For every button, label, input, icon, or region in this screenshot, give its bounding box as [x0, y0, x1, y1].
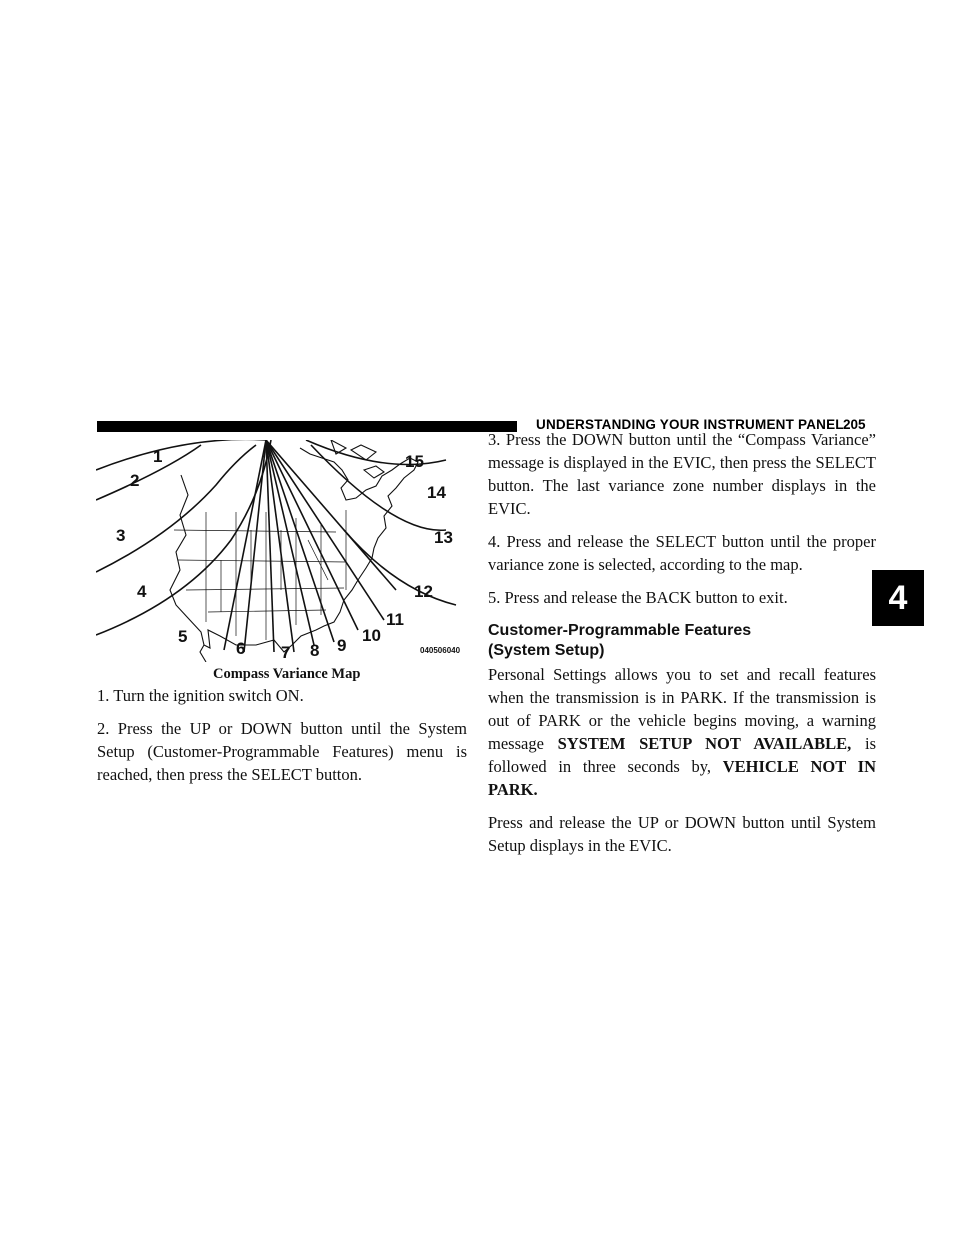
right-column [488, 428, 876, 867]
vehicle-not-in-park-message: VEHICLE NOT IN PARK. [488, 757, 876, 799]
section-title: UNDERSTANDING YOUR INSTRUMENT PANEL [536, 417, 844, 432]
left-column [97, 684, 467, 796]
zone-label-3: 3 [116, 526, 126, 545]
figure-code: 040506040 [420, 646, 461, 655]
zone-label-13: 13 [434, 528, 453, 547]
subheading-line-2: (System Setup) [488, 642, 605, 659]
chapter-tab: 4 [872, 570, 924, 626]
step-4: 4. Press and release the SELECT button until the proper variance zone is selected, according to the map. [488, 532, 876, 574]
header-rule [97, 421, 517, 432]
zone-label-4: 4 [137, 582, 147, 601]
compass-variance-map [96, 440, 466, 662]
zone-label-2: 2 [130, 471, 140, 490]
map-illustration [96, 440, 466, 662]
figure-caption: Compass Variance Map [213, 666, 361, 682]
zone-label-15: 15 [405, 452, 424, 471]
step-3: 3. Press the DOWN button until the “Compass Variance” message is displayed in the EVIC, then press the SELECT button. The last variance zone number displays in the EVIC. [488, 430, 876, 518]
system-setup-message: SYSTEM SETUP NOT AVAILABLE, [557, 734, 852, 753]
zone-label-14: 14 [427, 483, 446, 502]
paragraph-text: Personal Settings allows you to set and recall features when the transmission is in PARK. If the transmission is out of PARK or the vehicle begins moving, a warning message [488, 665, 876, 753]
zone-label-5: 5 [178, 627, 188, 646]
zone-label-12: 12 [414, 582, 433, 601]
zone-label-1: 1 [153, 447, 163, 466]
subheading [488, 621, 876, 661]
page-number: 205 [843, 417, 866, 432]
personal-settings-paragraph [488, 663, 876, 801]
zone-label-6: 6 [236, 639, 246, 658]
zone-label-7: 7 [281, 643, 291, 662]
zone-label-10: 10 [362, 626, 381, 645]
step-5: 5. Press and release the BACK button to exit. [488, 588, 788, 607]
system-setup-paragraph: Press and release the UP or DOWN button until System Setup displays in the EVIC. [488, 813, 876, 855]
step-1: 1. Turn the ignition switch ON. [97, 686, 304, 705]
zone-label-9: 9 [337, 636, 347, 655]
subheading-line-1: Customer-Programmable Features [488, 622, 752, 639]
step-2: 2. Press the UP or DOWN button until the System Setup (Customer-Programmable Features) menu is reached, then press the SELECT button. [97, 719, 467, 784]
paragraph-mid-text: is followed in three seconds by, [488, 734, 876, 776]
zone-label-8: 8 [310, 641, 320, 660]
zone-label-11: 11 [386, 610, 404, 629]
